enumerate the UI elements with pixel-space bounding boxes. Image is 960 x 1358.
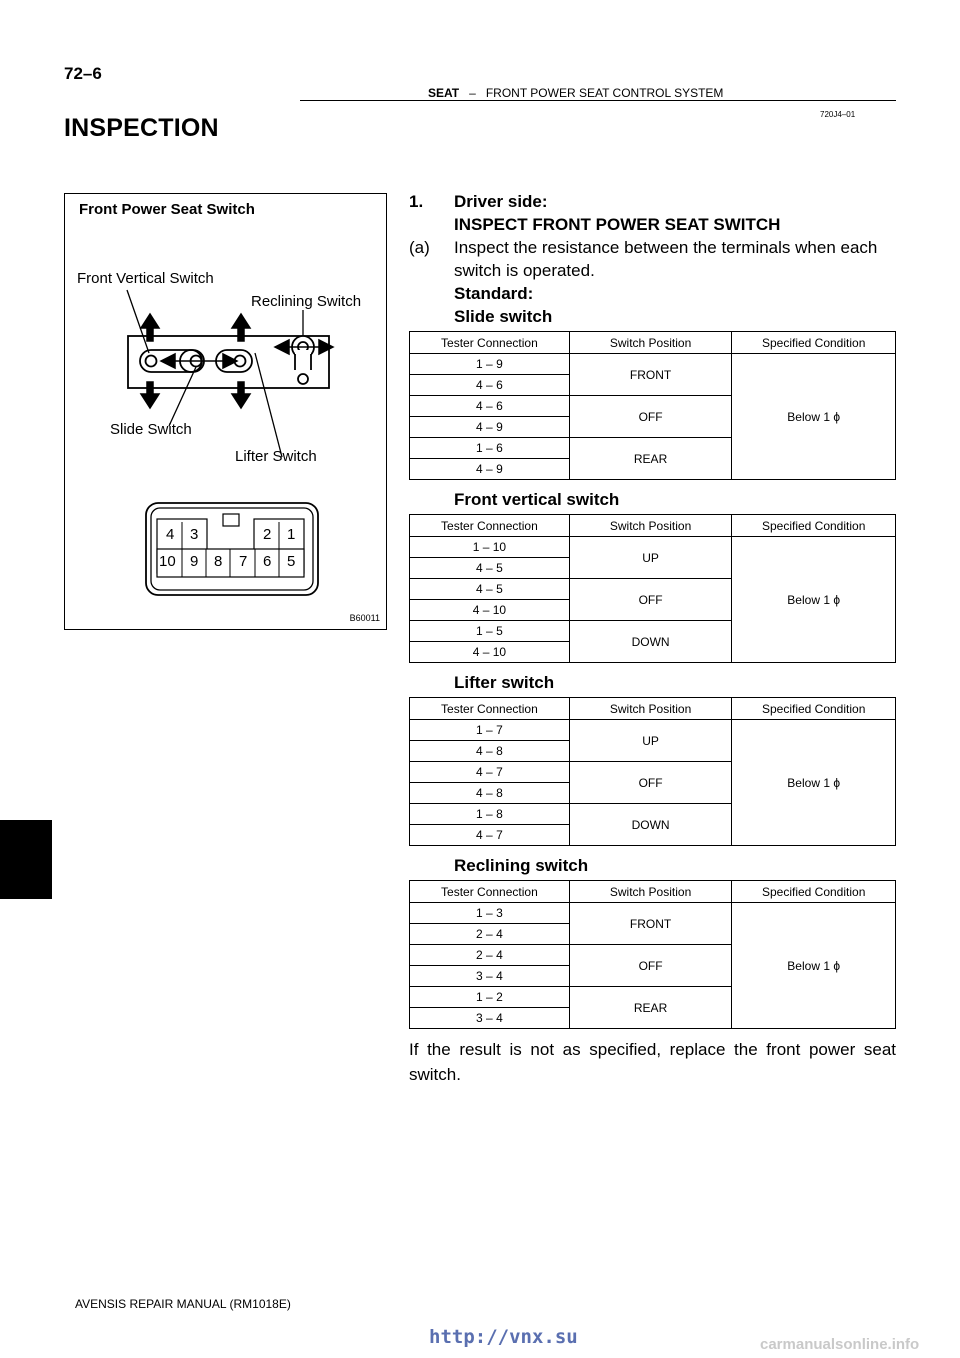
specified-condition: Below 1 ϕ [732,537,896,663]
tester-connection: 4 – 9 [410,459,570,480]
figure-title: Front Power Seat Switch [79,201,255,218]
header-code: 720J4–01 [820,110,856,119]
substep-text-2: switch is operated. [454,261,595,280]
tester-connection: 1 – 2 [410,987,570,1008]
header-subsection: FRONT POWER SEAT CONTROL SYSTEM [485,86,724,100]
table-header-row [410,881,896,903]
watermark-link[interactable]: http://vnx.su [429,1326,578,1348]
substep-label: (a) [409,238,430,257]
column-header: Switch Position [569,698,732,720]
table-title: Front vertical switch [454,490,620,509]
reclining-label: Reclining Switch [251,293,362,310]
spec-table [409,514,896,663]
tester-connection: 1 – 5 [410,621,570,642]
column-header: Tester Connection [410,698,570,720]
tester-connection: 4 – 8 [410,783,570,804]
page-number: 72–6 [64,64,102,83]
table-header-row [410,698,896,720]
column-header: Specified Condition [732,515,896,537]
table-title: Slide switch [454,307,553,326]
switch-position: OFF [569,579,732,621]
switch-position: DOWN [569,804,732,846]
tester-connection: 3 – 4 [410,966,570,987]
header-dash: – [469,86,476,100]
table-row [410,720,896,741]
pin-9: 9 [190,553,199,570]
column-header: Switch Position [569,881,732,903]
column-header: Tester Connection [410,881,570,903]
connector [146,503,318,595]
tester-connection: 4 – 7 [410,762,570,783]
tester-connection: 1 – 3 [410,903,570,924]
tester-connection: 2 – 4 [410,945,570,966]
figure-id: B60011 [349,613,380,623]
switch-position: UP [569,537,732,579]
step-title-2: INSPECT FRONT POWER SEAT SWITCH [454,215,781,234]
running-header [428,86,723,100]
header-rule [300,100,896,101]
tester-connection: 4 – 7 [410,825,570,846]
spec-table [409,331,896,480]
tester-connection: 4 – 5 [410,579,570,600]
specified-condition: Below 1 ϕ [732,354,896,480]
vertical-up-arrow-icon [141,314,159,328]
table-header-row [410,515,896,537]
column-header: Tester Connection [410,332,570,354]
pin-7: 7 [239,553,248,570]
pin-3: 3 [190,526,199,543]
pin-10: 10 [159,553,176,570]
substep [409,236,896,259]
lifter-label: Lifter Switch [235,448,317,465]
tester-connection: 3 – 4 [410,1008,570,1029]
watermark-site: carmanualsonline.info [760,1336,920,1353]
switch-position: REAR [569,438,732,480]
switch-position: OFF [569,762,732,804]
slide-label: Slide Switch [110,421,192,438]
procedure-column [409,190,896,1087]
pin-1: 1 [287,526,296,543]
tester-connection: 1 – 8 [410,804,570,825]
tester-connection: 1 – 10 [410,537,570,558]
page-title: INSPECTION [64,114,219,142]
column-header: Specified Condition [732,698,896,720]
column-header: Tester Connection [410,515,570,537]
section-tab [0,820,52,899]
front-vertical-label: Front Vertical Switch [77,270,214,287]
tester-connection: 4 – 9 [410,417,570,438]
column-header: Specified Condition [732,332,896,354]
tester-connection: 1 – 9 [410,354,570,375]
spec-tables [409,305,896,1029]
table-row [410,537,896,558]
tester-connection: 4 – 6 [410,396,570,417]
switch-position: OFF [569,945,732,987]
tester-connection: 4 – 10 [410,642,570,663]
tester-connection: 4 – 5 [410,558,570,579]
table-row [410,903,896,924]
tester-connection: 1 – 7 [410,720,570,741]
pin-5: 5 [287,553,296,570]
switch-position: UP [569,720,732,762]
switch-position: FRONT [569,903,732,945]
column-header: Switch Position [569,515,732,537]
step-title-1: Driver side: [454,192,548,211]
standard-label: Standard: [454,284,534,303]
tester-connection: 4 – 6 [410,375,570,396]
tester-connection: 1 – 6 [410,438,570,459]
column-header: Specified Condition [732,881,896,903]
tester-connection: 2 – 4 [410,924,570,945]
switch-position: FRONT [569,354,732,396]
table-title: Lifter switch [454,673,555,692]
step-heading [409,190,896,213]
note-text: If the result is not as specified, replace the front power seat switch. [409,1040,896,1084]
spec-table [409,697,896,846]
specified-condition: Below 1 ϕ [732,903,896,1029]
pin-8: 8 [214,553,223,570]
table-title: Reclining switch [454,856,589,875]
switch-position: OFF [569,396,732,438]
switch-position: DOWN [569,621,732,663]
vertical-down-arrow-icon [141,394,159,408]
lifter-up-arrow-icon [232,314,250,328]
switch-figure [64,193,387,630]
switch-diagram [65,194,388,631]
column-header: Switch Position [569,332,732,354]
pin-6: 6 [263,553,272,570]
substep-text-1: Inspect the resistance between the terminals when each [454,238,878,257]
header-section: SEAT [428,86,460,100]
tester-connection: 4 – 10 [410,600,570,621]
footer: AVENSIS REPAIR MANUAL (RM1018E) [75,1297,291,1311]
pin-2: 2 [263,526,272,543]
spec-table [409,880,896,1029]
step-number: 1. [409,192,424,211]
table-row [410,354,896,375]
switch-position: REAR [569,987,732,1029]
tester-connection: 4 – 8 [410,741,570,762]
specified-condition: Below 1 ϕ [732,720,896,846]
table-header-row [410,332,896,354]
pin-4: 4 [166,526,175,543]
lifter-down-arrow-icon [232,394,250,408]
